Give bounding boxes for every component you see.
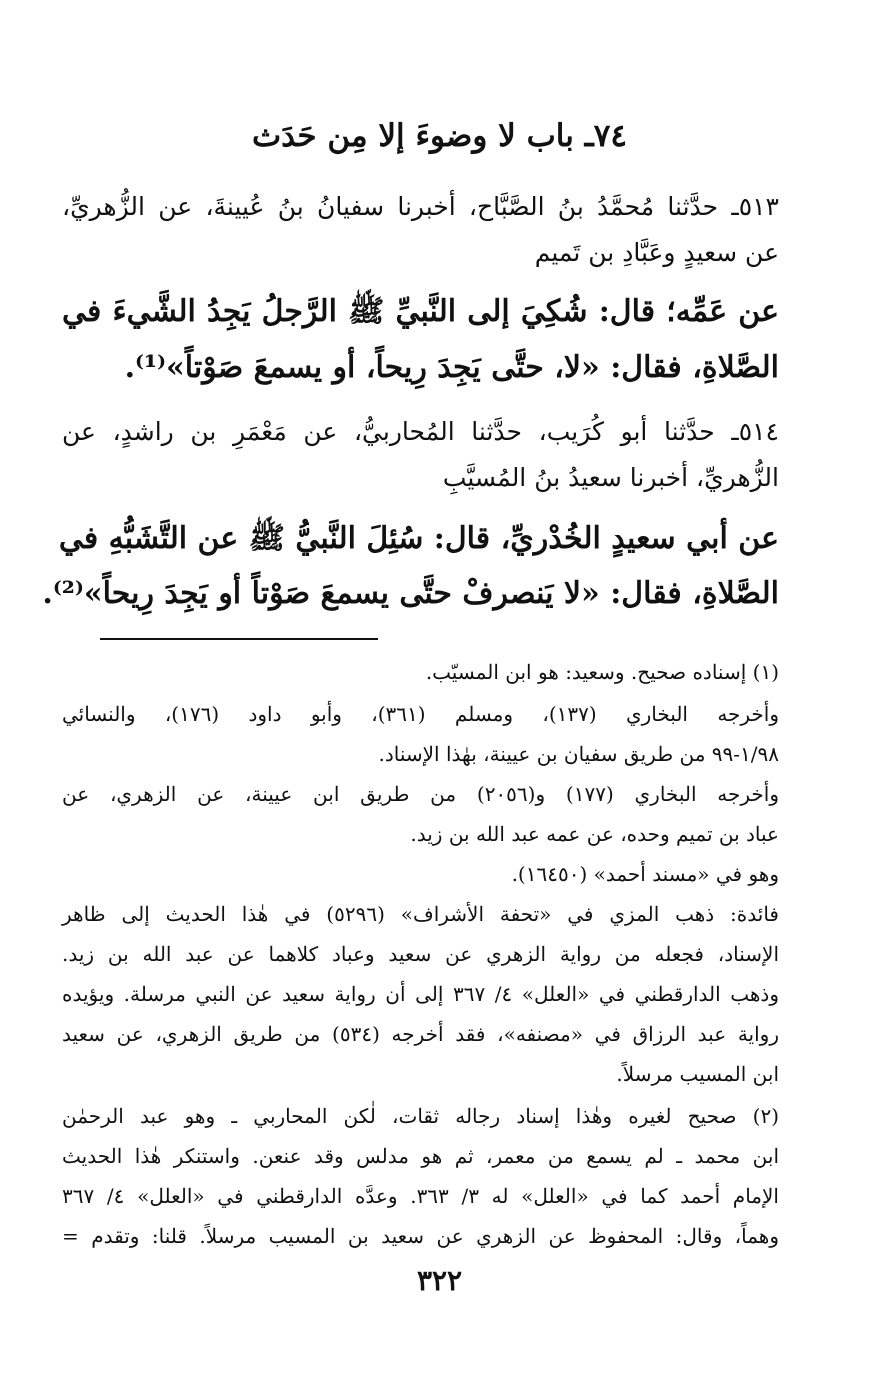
footnote-2-line-2: ابن محمد ـ لم يسمع من معمر، ثم هو مدلس وقد عنعن. واستنكر هٰذا الحديث xyxy=(62,1144,779,1168)
footnote-1-line-8: الإسناد، فجعله من رواية الزهري عن سعيد وعباد كلاهما عن عبد الله بن زيد. xyxy=(62,942,779,966)
footnote-1-line-9: وذهب الدارقطني في «العلل» ٤/ ٣٦٧ إلى أن رواية سعيد عن النبي مرسلة. ويؤيده xyxy=(62,982,779,1006)
hadith-513-text-line-1: عن عَمِّه؛ قال: شُكِيَ إلى النَّبيِّ ﷺ الرَّجلُ يَجِدُ الشَّيءَ في xyxy=(62,294,779,329)
footnote-1-line-3: ١/٩٨-٩٩ من طريق سفيان بن عيينة، بهٰذا الإسناد. xyxy=(378,742,779,766)
footnote-1-line-2: وأخرجه البخاري (١٣٧)، ومسلم (٣٦١)، وأبو داود (١٧٦)، والنسائي xyxy=(62,702,780,726)
footnote-1-line-11: ابن المسيب مرسلاً. xyxy=(616,1062,779,1086)
chapter-title: ٧٤ـ باب لا وضوءَ إلا مِن حَدَث xyxy=(251,118,628,154)
footnote-1-line-5: عباد بن تميم وحده، عن عمه عبد الله بن زيد. xyxy=(410,822,779,846)
hadith-513-text-line-2: الصَّلاةِ، فقال: «لا، حتَّى يَجِدَ رِيحاً، أو يسمعَ صَوْتاً»⁽¹⁾. xyxy=(124,350,779,385)
footnote-1-line-1: (١) إسناده صحيح. وسعيد: هو ابن المسيّب. xyxy=(425,660,779,684)
footnote-1-line-10: رواية عبد الرزاق في «مصنفه»، فقد أخرجه (٥٣٤) من طريق الزهري، عن سعيد xyxy=(62,1022,779,1046)
hadith-513-chain-line-2: عن سعيدٍ وعَبَّادِ بن تَميم xyxy=(534,238,779,267)
hadith-514-chain-line-2: الزُّهريِّ، أخبرنا سعيدُ بنُ المُسيَّبِ xyxy=(442,463,779,492)
footnote-2-line-1: (٢) صحيح لغيره وهٰذا إسناد رجاله ثقات، لٰكن المحاربي ـ وهو عبد الرحمٰن xyxy=(62,1104,779,1128)
footnote-2-line-4: وهماً، وقال: المحفوظ عن الزهري عن سعيد بن المسيب مرسلاً. قلنا: وتقدم = xyxy=(62,1224,779,1248)
footnote-separator xyxy=(100,638,378,640)
footnote-1-line-4: وأخرجه البخاري (١٧٧) و(٢٠٥٦) من طريق ابن عيينة، عن الزهري، عن xyxy=(62,782,780,806)
hadith-514-text-line-2: الصَّلاةِ، فقال: «لا يَنصرفْ حتَّى يسمعَ صَوْتاً أو يَجِدَ رِيحاً»⁽²⁾. xyxy=(42,576,779,611)
footnote-2-line-3: الإمام أحمد كما في «العلل» له ٣/ ٣٦٣. وعدَّه الدارقطني في «العلل» ٤/ ٣٦٧ xyxy=(62,1184,779,1208)
footnote-1-line-6: وهو في «مسند أحمد» (١٦٤٥٠). xyxy=(511,862,779,886)
hadith-513-chain-line-1: ٥١٣ـ حدَّثنا مُحمَّدُ بنُ الصَّبَّاح، أخبرنا سفيانُ بنُ عُيينةَ، عن الزُّهريِّ، xyxy=(62,192,779,221)
hadith-514-text-line-1: عن أبي سعيدٍ الخُدْريِّ، قال: سُئِلَ النَّبيُّ ﷺ عن التَّشَبُّهِ في xyxy=(58,521,779,556)
hadith-514-chain-line-1: ٥١٤ـ حدَّثنا أبو كُرَيب، حدَّثنا المُحاربيُّ، عن مَعْمَرِ بن راشدٍ، عن xyxy=(62,417,779,446)
page-number: ٣٢٢ xyxy=(416,1264,463,1297)
footnote-1-line-7: فائدة: ذهب المزي في «تحفة الأشراف» (٥٢٩٦) في هٰذا الحديث إلى ظاهر xyxy=(62,902,779,926)
